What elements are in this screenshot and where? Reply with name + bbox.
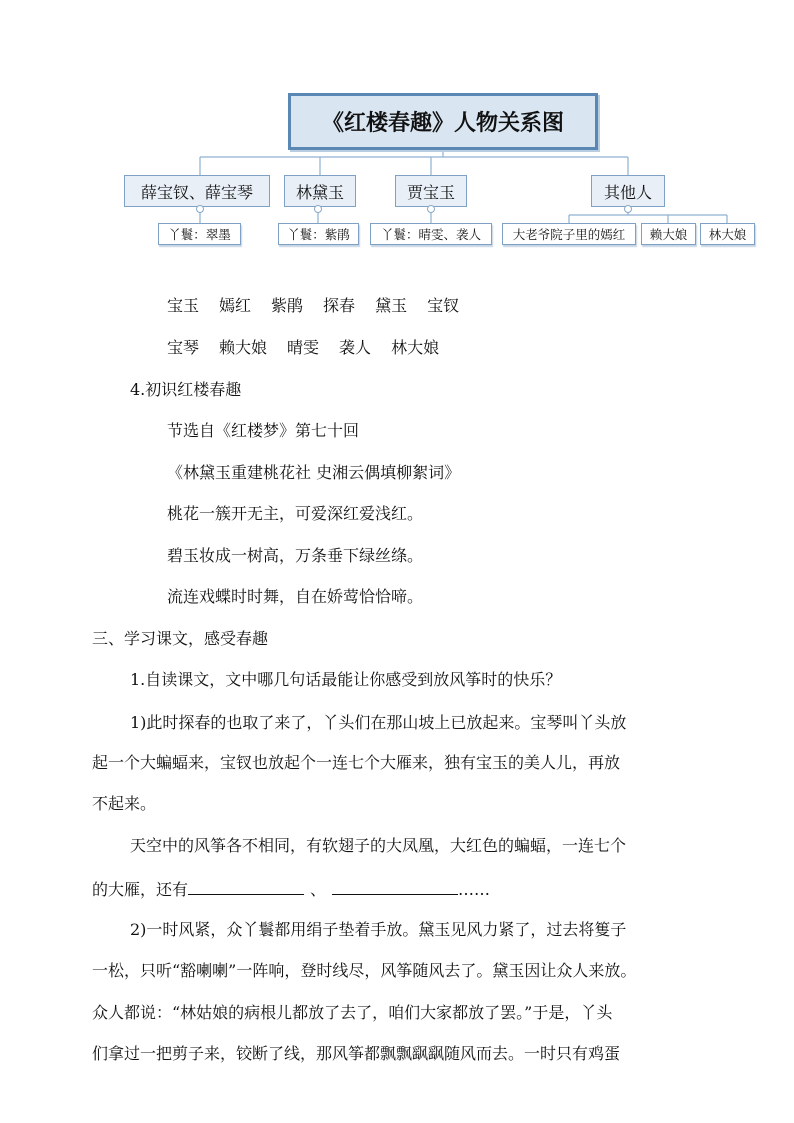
poem-line: 流连戏蝶时时舞，自在娇莺恰恰啼。 bbox=[167, 587, 424, 606]
leaf-cuimo: 丫鬟：翠墨 bbox=[158, 223, 241, 245]
name-item: 袭人 bbox=[339, 338, 372, 357]
names-row-1 bbox=[167, 296, 479, 316]
name-item: 晴雯 bbox=[287, 338, 320, 357]
paragraph-line: 2)一时风紧，众丫鬟都用绢子垫着手放。黛玉见风力紧了，过去将篗子 bbox=[130, 920, 627, 939]
fill-prefix: 的大雁，还有 bbox=[92, 880, 189, 899]
name-item: 黛玉 bbox=[375, 296, 408, 315]
node-xue-baochai: 薛宝钗、薛宝琴 bbox=[124, 175, 270, 207]
name-item: 探春 bbox=[323, 296, 356, 315]
name-item: 宝钗 bbox=[427, 296, 460, 315]
leaf-yanhong: 大老爷院子里的嫣红 bbox=[502, 223, 636, 245]
node-jia-baoyu: 贾宝玉 bbox=[395, 175, 467, 207]
fill-ellipsis: …… bbox=[458, 880, 491, 899]
part-3-heading: 三、学习课文，感受春趣 bbox=[92, 629, 269, 648]
name-item: 宝琴 bbox=[167, 338, 200, 357]
poem-line: 碧玉妆成一树高，万条垂下绿丝绦。 bbox=[167, 546, 424, 565]
paragraph-line: 起一个大蝙蝠来，宝钗也放起个一连七个大雁来，独有宝玉的美人儿，再放 bbox=[92, 753, 621, 772]
paragraph-line: 一松，只听“豁喇喇”一阵响，登时线尽，风筝随风去了。黛玉因让众人来放。 bbox=[92, 961, 637, 980]
collapse-dot-icon bbox=[314, 205, 322, 213]
paragraph-line: 不起来。 bbox=[92, 794, 157, 813]
blank-1[interactable] bbox=[188, 878, 304, 895]
blank-2[interactable] bbox=[332, 878, 458, 895]
names-row-2 bbox=[167, 338, 459, 358]
fill-line-2 bbox=[92, 878, 490, 900]
leaf-qingwen-xiren: 丫鬟：晴雯、袭人 bbox=[370, 223, 492, 245]
paragraph-line: 们拿过一把剪子来，铰断了线，那风筝都飘飘飖飖随风而去。一时只有鸡蛋 bbox=[92, 1044, 621, 1063]
node-lin-daiyu: 林黛玉 bbox=[284, 175, 356, 207]
paragraph-line: 1)此时探春的也取了来了，丫头们在那山坡上已放起来。宝琴叫丫头放 bbox=[130, 713, 627, 732]
collapse-dot-icon bbox=[624, 205, 632, 213]
section-4-heading: 4.初识红楼春趣 bbox=[130, 380, 242, 399]
source-line: 节选自《红楼梦》第七十回 bbox=[167, 421, 360, 440]
fill-line-1: 天空中的风筝各不相同，有软翅子的大凤凰，大红色的蝙蝠，一连七个 bbox=[130, 836, 627, 855]
name-item: 宝玉 bbox=[167, 296, 200, 315]
name-item: 林大娘 bbox=[391, 338, 440, 357]
chapter-title: 《林黛玉重建桃花社 史湘云偶填柳絮词》 bbox=[167, 463, 461, 482]
collapse-dot-icon bbox=[427, 205, 435, 213]
poem-line: 桃花一簇开无主，可爱深红爱浅红。 bbox=[167, 504, 424, 523]
diagram-title: 《红楼春趣》人物关系图 bbox=[288, 93, 598, 150]
leaf-lin-daniang: 林大娘 bbox=[700, 223, 755, 245]
node-others: 其他人 bbox=[591, 175, 665, 207]
name-item: 嫣红 bbox=[219, 296, 252, 315]
leaf-lai-daniang: 赖大娘 bbox=[641, 223, 696, 245]
name-item: 赖大娘 bbox=[219, 338, 268, 357]
fill-separator: 、 bbox=[310, 880, 327, 899]
collapse-dot-icon bbox=[196, 205, 204, 213]
question-1: 1.自读课文，文中哪几句话最能让你感受到放风筝时的快乐？ bbox=[130, 670, 562, 689]
name-item: 紫鹃 bbox=[271, 296, 304, 315]
relationship-diagram bbox=[0, 0, 794, 260]
leaf-zijuan: 丫鬟：紫鹃 bbox=[278, 223, 359, 245]
paragraph-line: 众人都说：“林姑娘的病根儿都放了去了，咱们大家都放了罢。”于是，丫头 bbox=[92, 1003, 613, 1022]
